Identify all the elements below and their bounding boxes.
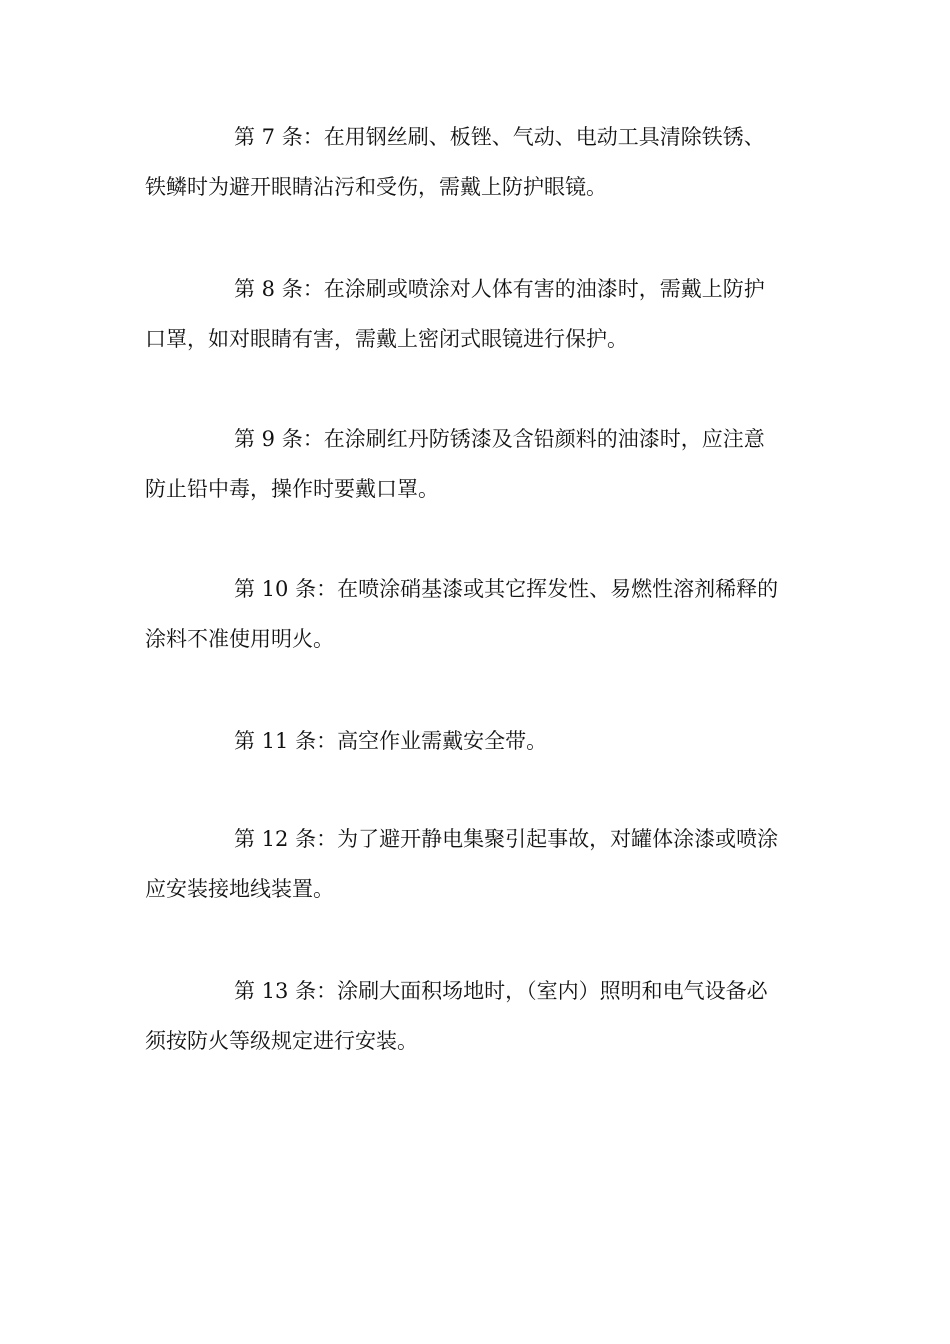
article-12 [145, 814, 805, 914]
article-13-line-2: 须按防火等级规定进行安装。 [145, 1029, 418, 1053]
article-13-line-1: 第 13 条：涂刷大面积场地时，（室内）照明和电气设备必 [234, 979, 768, 1003]
article-9 [145, 414, 805, 514]
article-7 [145, 112, 805, 212]
article-11 [145, 716, 805, 766]
article-11-line-1: 第 11 条：高空作业需戴安全带。 [234, 729, 548, 753]
article-13 [145, 966, 805, 1066]
article-12-line-2: 应安装接地线装置。 [145, 877, 334, 901]
article-7-line-1: 第 7 条：在用钢丝刷、板锉、气动、电动工具清除铁锈、 [234, 125, 765, 149]
article-9-line-1: 第 9 条：在涂刷红丹防锈漆及含铅颜料的油漆时，应注意 [234, 427, 765, 451]
article-12-line-1: 第 12 条：为了避开静电集聚引起事故，对罐体涂漆或喷涂 [234, 827, 779, 851]
article-9-line-2: 防止铅中毒，操作时要戴口罩。 [145, 477, 439, 501]
article-8-line-1: 第 8 条：在涂刷或喷涂对人体有害的油漆时，需戴上防护 [234, 277, 765, 301]
article-10 [145, 564, 805, 664]
article-8-line-2: 口罩，如对眼睛有害，需戴上密闭式眼镜进行保护。 [145, 327, 628, 351]
article-10-line-1: 第 10 条：在喷涂硝基漆或其它挥发性、易燃性溶剂稀释的 [234, 577, 779, 601]
article-10-line-2: 涂料不准使用明火。 [145, 627, 334, 651]
article-8 [145, 264, 805, 364]
article-7-line-2: 铁鳞时为避开眼睛沾污和受伤，需戴上防护眼镜。 [145, 175, 607, 199]
